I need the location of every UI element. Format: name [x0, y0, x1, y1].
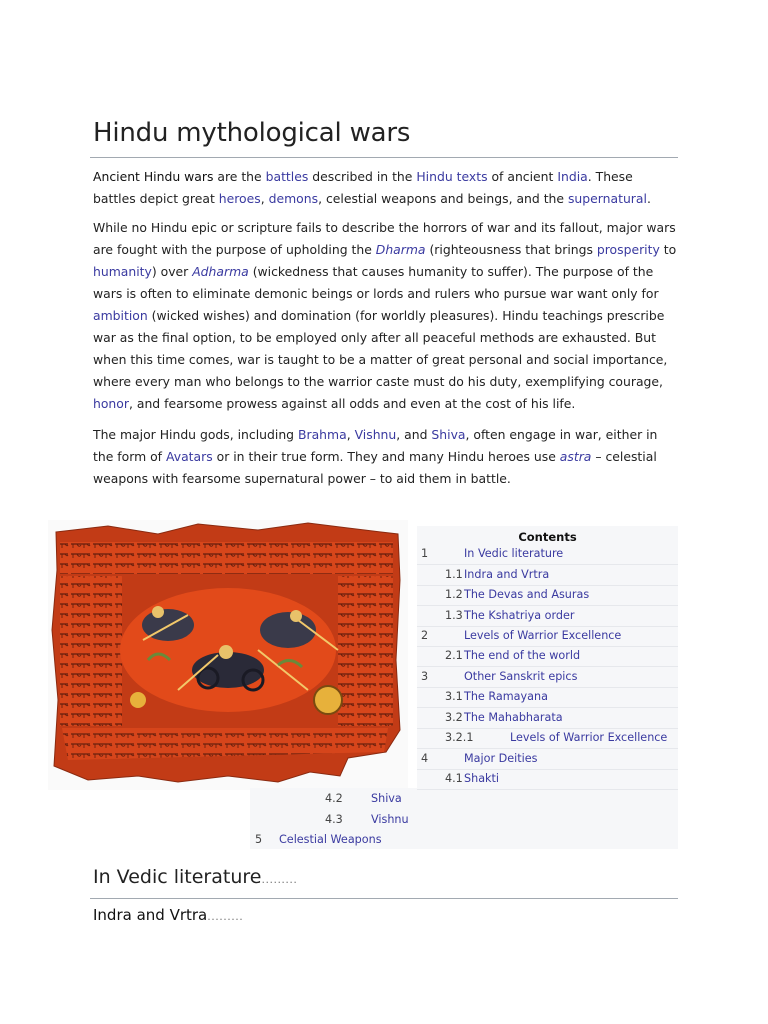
link-humanity[interactable]: humanity: [93, 264, 152, 279]
toc-item-link[interactable]: Levels of Warrior Excellence: [510, 731, 668, 744]
subsection-heading-text: Indra and Vrtra: [93, 906, 208, 924]
link-demons[interactable]: demons: [268, 191, 319, 206]
toc-item-link[interactable]: The Devas and Asuras: [464, 588, 590, 601]
link-shiva[interactable]: Shiva: [431, 427, 466, 442]
text-run: to: [659, 242, 677, 257]
toc-item-number: 1.2: [445, 588, 463, 601]
toc-item-number: 3: [421, 670, 429, 683]
toc-item-link[interactable]: The Mahabharata: [464, 711, 563, 724]
text-run: (righteousness that brings: [425, 242, 597, 257]
toc-item-link[interactable]: Celestial Weapons: [279, 833, 382, 846]
link-prosperity[interactable]: prosperity: [596, 242, 660, 257]
toc-item-link[interactable]: Shiva: [371, 792, 402, 805]
dharma-term: Dharma: [375, 242, 426, 257]
text-run: or in their true form. They and many Hindu heroes use: [212, 449, 560, 464]
link-hindu-texts[interactable]: Hindu texts: [416, 169, 488, 184]
toc-item-link[interactable]: Indra and Vrtra: [464, 568, 550, 581]
gods-paragraph: [93, 424, 678, 490]
link-dharma[interactable]: [376, 242, 426, 257]
heading-leader-dots: .........: [261, 873, 298, 886]
heading-leader-dots: .........: [207, 910, 244, 923]
toc-item-number: 4.2: [325, 792, 343, 805]
link-astra[interactable]: [560, 449, 592, 464]
intro-paragraph: [93, 166, 678, 210]
text-run: , and fearsome prowess against all odds and even at the cost of his life.: [128, 396, 576, 411]
text-run: ) over: [151, 264, 193, 279]
lead-term: Ancient Hindu wars: [93, 169, 214, 184]
link-vishnu[interactable]: Vishnu: [354, 427, 397, 442]
link-supernatural[interactable]: supernatural: [567, 191, 647, 206]
toc-row-divider: [417, 789, 678, 790]
subsection-heading-indra-and-vrtra: [93, 906, 243, 924]
section-heading-vedic-literature: [93, 866, 297, 888]
section-divider: [90, 898, 678, 899]
link-adharma[interactable]: [192, 264, 249, 279]
text-run: .: [646, 191, 651, 206]
toc-row-divider: [417, 748, 678, 749]
link-india[interactable]: India: [557, 169, 588, 184]
toc-item-link[interactable]: Shakti: [464, 772, 500, 785]
toc-item-number: 1: [421, 547, 429, 560]
text-run: of ancient: [487, 169, 558, 184]
toc-item-link[interactable]: Major Deities: [464, 752, 538, 765]
astra-term: astra: [559, 449, 592, 464]
page-title: Hindu mythological wars: [93, 118, 411, 148]
toc-item-link[interactable]: The Ramayana: [464, 690, 548, 703]
text-run: . These battles depict great: [93, 169, 633, 206]
toc-item-number: 5: [255, 833, 263, 846]
text-run: The major Hindu gods, including: [93, 427, 298, 442]
toc-item-link[interactable]: The end of the world: [464, 649, 581, 662]
text-run: , often engage in war, either in the form of: [93, 427, 658, 464]
toc-item-number: 1.3: [445, 609, 463, 622]
text-run: While no Hindu epic or scripture fails to describe the horrors of war and its fallout, major wars are fought with the purpose of upholding the: [93, 220, 676, 257]
text-run: – celestial weapons with fearsome supernatural power – to aid them in battle.: [93, 449, 657, 486]
text-run: are the: [213, 169, 266, 184]
toc-item-number: 2: [421, 629, 429, 642]
toc-item-number: 4: [421, 752, 429, 765]
link-heroes[interactable]: heroes: [218, 191, 261, 206]
toc-item-number: 1.1: [445, 568, 463, 581]
text-run: (wicked wishes) and domination (for worldly pleasures). Hindu teachings prescribe war as the final option, to be employed only after all peaceful methods are exhausted. But when this time comes, war is taught to be a matter of great personal and social importance, where every man who belongs to the warrior caste must do his duty, exemplifying courage,: [93, 308, 668, 389]
toc-item-link[interactable]: Vishnu: [371, 813, 409, 826]
text-run: (wickedness that causes humanity to suffer). The purpose of the wars is often to eliminate demonic beings or lords and rulers who pursue war want only for: [93, 264, 659, 301]
text-run: , celestial weapons and beings, and the: [318, 191, 568, 206]
link-ambition[interactable]: ambition: [93, 308, 148, 323]
toc-item-number: 3.2.1: [445, 731, 474, 744]
toc-item-number: 4.1: [445, 772, 463, 785]
section-heading-text: In Vedic literature: [93, 866, 262, 888]
toc-item-link[interactable]: Other Sanskrit epics: [464, 670, 578, 683]
toc-item-number: 2.1: [445, 649, 463, 662]
toc-item-number: 4.3: [325, 813, 343, 826]
text-run: described in the: [308, 169, 417, 184]
toc-item-number: 3.2: [445, 711, 463, 724]
toc-item-number: 3.1: [445, 690, 463, 703]
title-divider: [90, 157, 678, 158]
toc-title: Contents: [518, 530, 577, 544]
link-battles[interactable]: battles: [265, 169, 309, 184]
dharma-paragraph: [93, 217, 678, 415]
toc-item-link[interactable]: The Kshatriya order: [464, 609, 575, 622]
toc-item-link[interactable]: In Vedic literature: [464, 547, 564, 560]
adharma-term: Adharma: [192, 264, 249, 279]
link-honor[interactable]: honor: [93, 396, 129, 411]
link-avatars[interactable]: Avatars: [165, 449, 213, 464]
link-brahma[interactable]: Brahma: [297, 427, 347, 442]
text-run: ,: [260, 191, 269, 206]
text-run: , and: [396, 427, 432, 442]
toc-item-link[interactable]: Levels of Warrior Excellence: [464, 629, 622, 642]
text-run: ,: [346, 427, 355, 442]
